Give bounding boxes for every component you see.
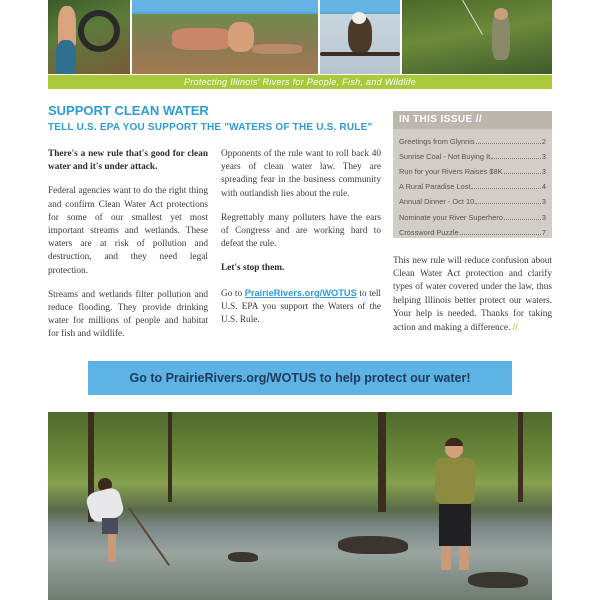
cta-banner[interactable]: Go to PrairieRivers.org/WOTUS to help protect our water! (88, 361, 512, 395)
leader-dots (504, 219, 541, 220)
paragraph: Federal agencies want to do the right thing and confirm Clean Water Act protections for some of our smallest yet most important streams and wetlands. These waters are at risk of pollution and destruction, and they need legal protection. (48, 186, 208, 276)
tree-trunk (378, 412, 386, 512)
issue-item[interactable] (399, 225, 546, 240)
issue-item-page: 3 (541, 167, 546, 177)
article-subtitle: TELL U.S. EPA YOU SUPPORT THE "WATERS OF THE U.S. RULE" (48, 122, 373, 133)
paragraph: Streams and wetlands filter pollution and reduce flooding. They provide drinking water for millions of people and habitat for fish and wildlife. (48, 289, 208, 340)
leader-dots (475, 203, 541, 204)
in-this-issue-heading: IN THIS ISSUE // (393, 111, 552, 129)
in-this-issue-box (393, 111, 552, 238)
photo-fisherman (402, 0, 552, 74)
call-to-action-line: Let's stop them. (221, 263, 285, 274)
paragraph: Opponents of the rule want to roll back 40 years of clean water law. They are spreading fear in the business community with outlandish lies about the rule. (221, 149, 381, 199)
article-column-1 (48, 148, 208, 353)
leader-dots (476, 143, 541, 144)
article-column-2 (221, 148, 381, 338)
issue-item-title: Sunrise Coal - Not Buying It (399, 152, 491, 162)
photo-eagle (320, 0, 400, 74)
paragraph: Regrettably many polluters have the ears of Congress and are working hard to defeat the rule. (221, 212, 381, 250)
tree-trunk (168, 412, 172, 502)
issue-item-title: Nominate your River Superhero (399, 212, 503, 222)
issue-item[interactable] (399, 179, 546, 194)
issue-item[interactable] (399, 209, 546, 224)
issue-item-page: 2 (541, 137, 546, 147)
issue-item[interactable] (399, 194, 546, 209)
issue-item-title: Crossword Puzzle (399, 227, 459, 237)
issue-list (393, 129, 552, 240)
issue-item-page: 3 (541, 212, 546, 222)
leader-dots (460, 234, 541, 235)
tree-trunk (518, 412, 523, 502)
paragraph-with-link (221, 287, 381, 328)
leader-dots (491, 158, 541, 159)
paragraph (393, 255, 552, 335)
rock (338, 536, 408, 554)
issue-item-title: Greetings from Glynnis (399, 137, 475, 147)
tagline-banner: Protecting Illinois' Rivers for People, Fish, and Wildlife (48, 75, 552, 89)
issue-item[interactable] (399, 164, 546, 179)
issue-item-page: 4 (541, 182, 546, 192)
rock (228, 552, 258, 562)
issue-item-title: Run for your Rivers Raises $8K (399, 167, 503, 177)
leader-dots (471, 188, 540, 189)
article-title: SUPPORT CLEAN WATER (48, 103, 209, 118)
issue-item[interactable] (399, 134, 546, 149)
issue-item-page: 7 (541, 227, 546, 237)
lead-paragraph: There's a new rule that's good for clean water and it's under attack. (48, 149, 208, 173)
issue-item-title: A Rural Paradise Lost (399, 182, 471, 192)
issue-item-title: Annual Dinner - Oct 10 (399, 197, 475, 207)
link-lead-text: Go to (221, 288, 243, 299)
photo-kids-tubes (48, 0, 130, 74)
rock (468, 572, 528, 588)
wotus-link[interactable]: PrairieRivers.org/WOTUS (244, 287, 357, 298)
issue-item-page: 3 (541, 197, 546, 207)
issue-item[interactable] (399, 149, 546, 164)
link-trailing-text: to tell U.S. EPA you support the Waters of the U.S. Rule. (221, 288, 382, 326)
issue-item-page: 3 (541, 152, 546, 162)
photo-people-relaxing (132, 0, 318, 74)
leader-dots (504, 173, 541, 174)
end-mark: // (512, 322, 518, 333)
header-photo-strip (48, 0, 552, 74)
article-column-3 (393, 255, 552, 346)
closing-text: This new rule will reduce confusion about Clean Water Act protection and clarify types of water covered under the law, thus helping Illinois better protect our waters. Your help is needed. Thanks for taking action and making a difference. (393, 256, 552, 334)
kids-in-creek-photo (48, 412, 552, 600)
